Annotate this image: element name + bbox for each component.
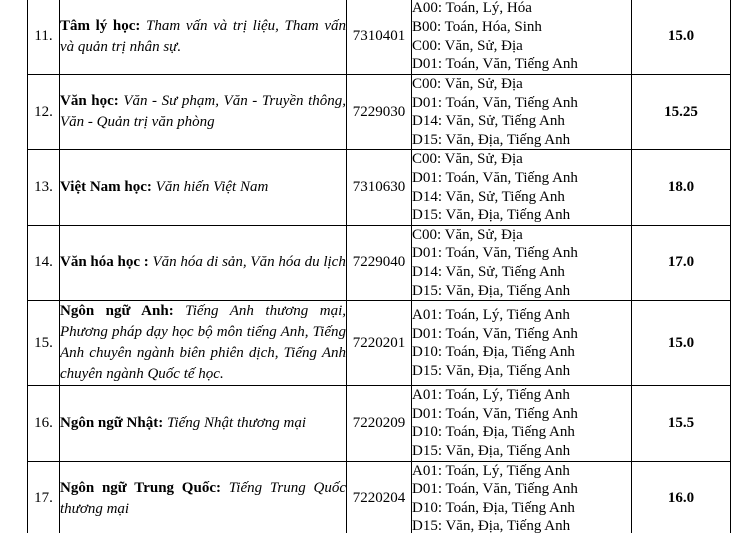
major-cell (60, 0, 347, 75)
major-code: 7220209 (347, 386, 412, 461)
table-row (28, 461, 731, 533)
major-specializations: Văn hóa di sản, Văn hóa du lịch (148, 254, 346, 271)
admissions-score-table (27, 0, 731, 533)
major-code: 7310401 (347, 0, 412, 75)
subject-combinations (412, 150, 632, 225)
row-number: 12. (28, 75, 60, 150)
major-code: 7220204 (347, 461, 412, 533)
major-specializations: Tiếng Trung Quốc thương mại (60, 479, 346, 517)
subject-combination: D10: Toán, Địa, Tiếng Anh (412, 344, 575, 361)
subject-combination: A01: Toán, Lý, Tiếng Anh (412, 462, 570, 479)
benchmark-score: 15.0 (632, 301, 731, 386)
subject-combinations (412, 386, 632, 461)
table-row (28, 386, 731, 461)
subject-combination: D01: Toán, Văn, Tiếng Anh (412, 56, 578, 73)
table-body (28, 0, 731, 533)
row-number: 11. (28, 0, 60, 75)
subject-combinations (412, 225, 632, 300)
subject-combination: D01: Toán, Văn, Tiếng Anh (412, 94, 578, 111)
row-number: 15. (28, 301, 60, 386)
major-specializations: Tiếng Nhật thương mại (163, 414, 307, 431)
major-cell (60, 225, 347, 300)
benchmark-score: 17.0 (632, 225, 731, 300)
major-code: 7220201 (347, 301, 412, 386)
major-code: 7310630 (347, 150, 412, 225)
benchmark-score: 18.0 (632, 150, 731, 225)
subject-combination: A00: Toán, Lý, Hóa (412, 0, 532, 17)
table-row (28, 0, 731, 75)
subject-combinations (412, 461, 632, 533)
benchmark-score: 16.0 (632, 461, 731, 533)
benchmark-score: 15.25 (632, 75, 731, 150)
subject-combination: D10: Toán, Địa, Tiếng Anh (412, 499, 575, 516)
major-cell (60, 150, 347, 225)
subject-combination: D01: Toán, Văn, Tiếng Anh (412, 245, 578, 262)
major-name: Việt Nam học: (60, 179, 152, 196)
subject-combination: D15: Văn, Địa, Tiếng Anh (412, 442, 571, 459)
subject-combination: D01: Toán, Văn, Tiếng Anh (412, 325, 578, 342)
major-name: Ngôn ngữ Trung Quốc: (60, 479, 221, 496)
subject-combinations (412, 301, 632, 386)
major-specializations: Văn hiến Việt Nam (151, 179, 269, 196)
major-cell (60, 461, 347, 533)
subject-combination: D15: Văn, Địa, Tiếng Anh (412, 131, 571, 148)
major-code: 7229030 (347, 75, 412, 150)
major-name: Văn học: (60, 93, 119, 110)
subject-combination: C00: Văn, Sử, Địa (412, 37, 523, 54)
subject-combination: D01: Toán, Văn, Tiếng Anh (412, 169, 578, 186)
major-cell (60, 301, 347, 386)
subject-combination: D15: Văn, Địa, Tiếng Anh (412, 518, 571, 533)
major-name: Ngôn ngữ Anh: (60, 303, 174, 320)
subject-combinations (412, 75, 632, 150)
major-name: Ngôn ngữ Nhật: (60, 414, 164, 431)
subject-combination: C00: Văn, Sử, Địa (412, 226, 523, 243)
table-row (28, 225, 731, 300)
subject-combination: C00: Văn, Sử, Địa (412, 76, 523, 92)
row-number: 17. (28, 461, 60, 533)
subject-combination: D15: Văn, Địa, Tiếng Anh (412, 207, 571, 224)
subject-combination: B00: Toán, Hóa, Sinh (412, 18, 542, 35)
table-row (28, 301, 731, 386)
benchmark-score: 15.0 (632, 0, 731, 75)
subject-combination: D14: Văn, Sử, Tiếng Anh (412, 113, 565, 130)
major-name: Văn hóa học : (60, 254, 149, 271)
major-cell (60, 386, 347, 461)
subject-combination: D10: Toán, Địa, Tiếng Anh (412, 424, 575, 441)
subject-combination: D14: Văn, Sử, Tiếng Anh (412, 188, 565, 205)
subject-combination: A01: Toán, Lý, Tiếng Anh (412, 306, 570, 323)
subject-combination: D01: Toán, Văn, Tiếng Anh (412, 481, 578, 498)
table-row (28, 150, 731, 225)
major-cell (60, 75, 347, 150)
major-specializations: Tiếng Anh thương mại, Phương pháp dạy học bộ môn tiếng Anh, Tiếng Anh chuyên ngành biên phiên dịch, Tiếng Anh chuyên ngành Quốc tế học. (60, 303, 346, 383)
table-row (28, 75, 731, 150)
row-number: 16. (28, 386, 60, 461)
subject-combinations (412, 0, 632, 75)
subject-combination: D15: Văn, Địa, Tiếng Anh (412, 282, 571, 299)
benchmark-score: 15.5 (632, 386, 731, 461)
subject-combination: D01: Toán, Văn, Tiếng Anh (412, 405, 578, 422)
major-name: Tâm lý học: (60, 17, 141, 34)
subject-combination: D15: Văn, Địa, Tiếng Anh (412, 362, 571, 379)
major-code: 7229040 (347, 225, 412, 300)
row-number: 13. (28, 150, 60, 225)
row-number: 14. (28, 225, 60, 300)
subject-combination: A01: Toán, Lý, Tiếng Anh (412, 387, 570, 404)
major-specializations: Tham vấn và trị liệu, Tham vấn và quản trị nhân sự. (60, 17, 346, 55)
subject-combination: C00: Văn, Sử, Địa (412, 151, 523, 168)
subject-combination: D14: Văn, Sử, Tiếng Anh (412, 263, 565, 280)
major-specializations: Văn - Sư phạm, Văn - Truyền thông, Văn - Quản trị văn phòng (60, 93, 346, 131)
